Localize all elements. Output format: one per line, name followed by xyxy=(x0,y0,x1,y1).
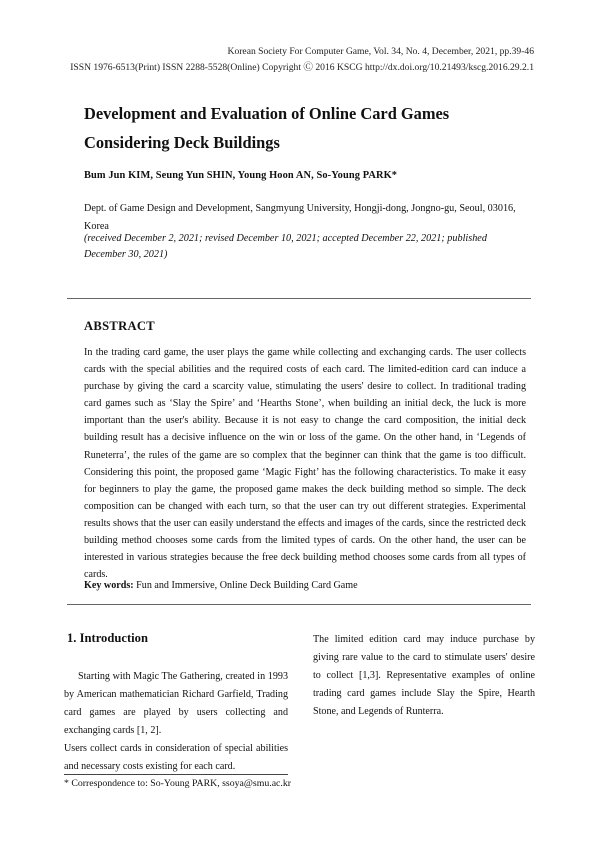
abstract-body: In the trading card game, the user plays the game while collecting and exchanging cards. The user collects cards with the special abilities and the required costs of each card. The limited-edition card can induce a purchase by giving the card a scarcity value, stimulating the users' desire to collect. In traditional trading card games such as ‘Slay the Spire’ and ‘Hearths Stone’, when building an initial deck, the luck is more important than the user's ability. Because it is not easy to change the card composition, the initial deck building result has a decisive influence on the win or loss of the game. On the other hand, in ‘Legends of Runeterra’, the rules of the game are so complex that the beginner can think that the game is too difficult. Considering this point, the proposed game ‘Magic Fight’ has the following characteristics. To make it easy for beginners to play the game, the proposed game makes the deck building method so simple. The deck composition can be changed with each turn, so that the user can try out different strategies. Experimental results shows that the user can easily understand the effects and images of the cards, since the restricted deck building method chooses some cards from the limited types of cards. On the other hand, the user can be interested in various strategies because the free deck building method chooses some cards from all types of cards. xyxy=(84,347,526,581)
intro-paragraph-3: The limited edition card may induce purchase by giving rare value to the card to stimulate users' desire to collect [1,3]. Representative examples of online trading card games include Slay the Spire, Hearth Stone, and Legends of Runterra. xyxy=(313,634,535,717)
abstract-top-rule xyxy=(67,298,531,299)
intro-paragraph-2: Users collect cards in consideration of special abilities and necessary costs existing for each card. xyxy=(64,743,288,772)
affiliation: Dept. of Game Design and Development, Sangmyung University, Hongji-dong, Jongno-gu, Seoul, 03016, Korea xyxy=(84,203,516,232)
footnote-rule xyxy=(64,774,288,775)
section-heading-introduction: 1. Introduction xyxy=(67,631,148,645)
keywords xyxy=(84,580,358,591)
abstract-bottom-rule xyxy=(67,604,531,605)
keywords-text: Fun and Immersive, Online Deck Building Card Game xyxy=(136,580,358,591)
journal-citation: Korean Society For Computer Game, Vol. 34, No. 4, December, 2021, pp.39-46 xyxy=(227,46,534,57)
author-list: Bum Jun KIM, Seung Yun SHIN, Young Hoon AN, So-Young PARK* xyxy=(84,170,398,181)
left-column xyxy=(64,668,288,776)
keywords-label: Key words: xyxy=(84,580,134,591)
issn-copyright-line: ISSN 1976-6513(Print) ISSN 2288-5528(Online) Copyright Ⓒ 2016 KSCG http://dx.doi.org/10.21493/kscg.2016.29.2.1 xyxy=(70,62,534,73)
paper-title: Development and Evaluation of Online Card Games Considering Deck Buildings xyxy=(84,104,450,152)
correspondence-footnote: * Correspondence to: So-Young PARK, ssoya@smu.ac.kr xyxy=(64,778,292,789)
abstract-heading: ABSTRACT xyxy=(84,319,155,333)
intro-paragraph-1: Starting with Magic The Gathering, created in 1993 by American mathematician Richard Garfield, Trading card games are played by users collecting and exchanging cards [1, 2]. xyxy=(64,671,288,736)
publication-dates: (received December 2, 2021; revised December 10, 2021; accepted December 22, 2021; published December 30, 2021) xyxy=(84,233,487,260)
right-column xyxy=(313,631,535,721)
